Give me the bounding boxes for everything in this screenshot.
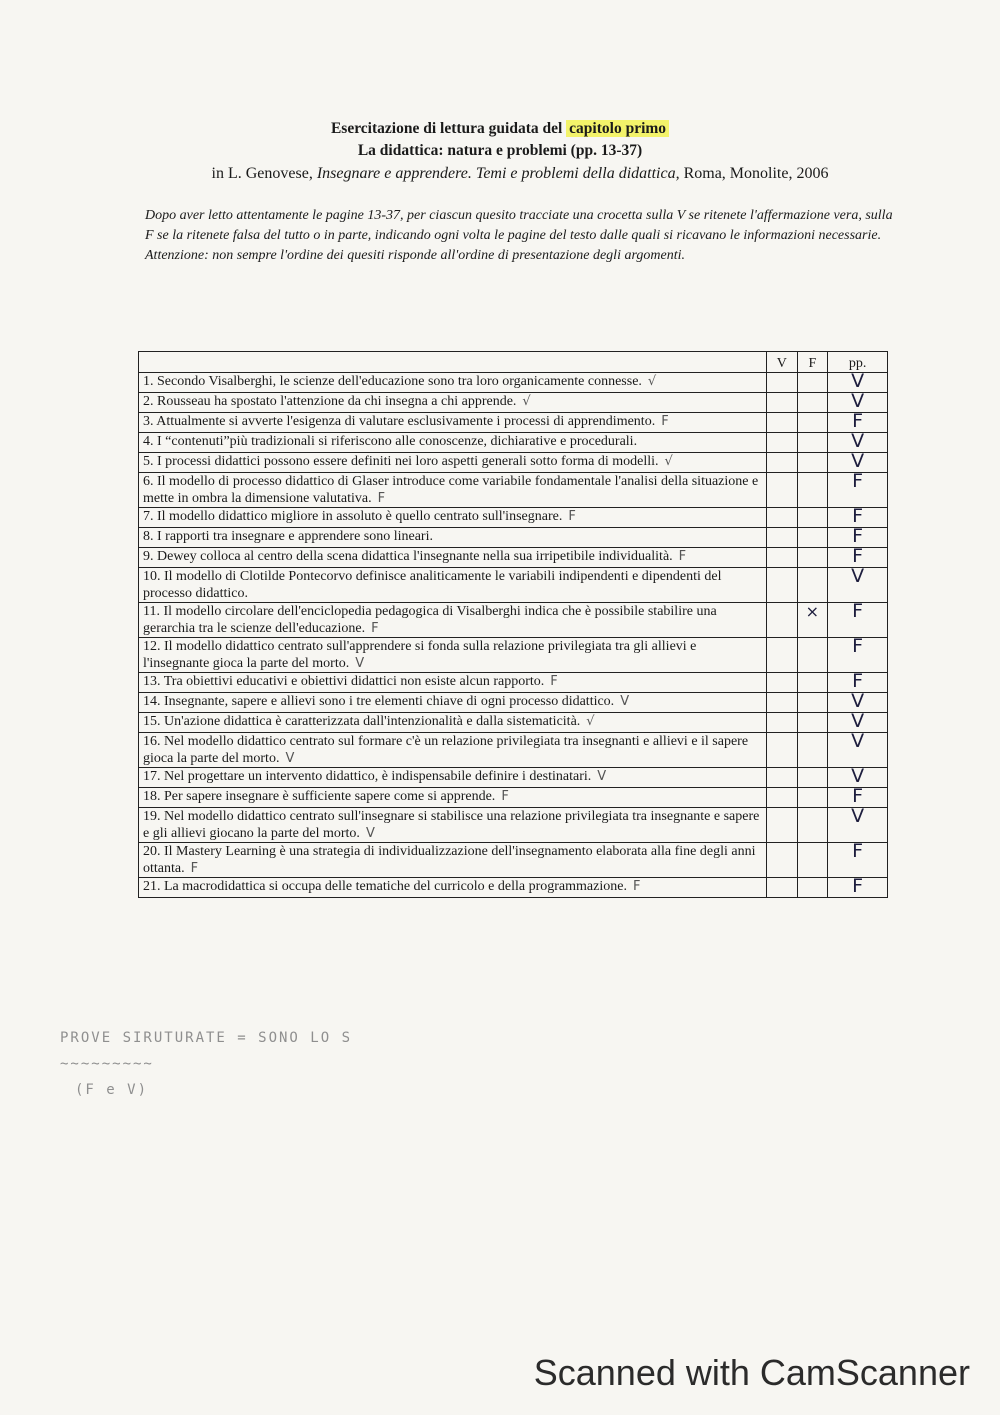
v-checkbox-cell[interactable] bbox=[767, 473, 797, 508]
pages-cell[interactable] bbox=[828, 875, 888, 898]
question-text: 11. Il modello circolare dell'enciclopedia pedagogica di Visalberghi indica che è possibile stabilire una gerarchia tra le scienze dell'educazione. bbox=[143, 604, 717, 636]
pen-annotation: V bbox=[285, 751, 295, 766]
citation-author: in L. Genovese, bbox=[211, 165, 313, 182]
table-row bbox=[139, 568, 888, 603]
f-checkbox-cell[interactable] bbox=[797, 453, 828, 473]
pen-annotation: F bbox=[568, 509, 576, 524]
f-checkbox-cell[interactable] bbox=[797, 788, 828, 808]
question-cell bbox=[139, 473, 767, 508]
title-line-1 bbox=[0, 118, 1000, 140]
handwritten-answer: V bbox=[851, 765, 865, 787]
v-checkbox-cell[interactable] bbox=[767, 393, 797, 413]
pen-annotation: √ bbox=[522, 394, 531, 409]
f-checkbox-cell[interactable] bbox=[797, 603, 828, 638]
f-checkbox-cell[interactable] bbox=[797, 768, 828, 788]
question-cell bbox=[139, 733, 767, 768]
question-cell bbox=[139, 603, 767, 638]
v-checkbox-cell[interactable] bbox=[767, 508, 797, 528]
question-text: 12. Il modello didattico centrato sull'apprendere si fonda sulla relazione privilegiata tra gli allievi e l'insegnante gioca la parte del morto. bbox=[143, 639, 697, 671]
f-checkbox-cell[interactable] bbox=[797, 808, 828, 843]
pen-annotation: F bbox=[190, 861, 199, 876]
question-text: 15. Un'azione didattica è caratterizzata dall'intenzionalità e dalla sistematicità. bbox=[143, 714, 581, 729]
table-row bbox=[139, 788, 888, 808]
f-checkbox-cell[interactable] bbox=[797, 713, 828, 733]
pencil-note-2: ~~~~~~~~~ bbox=[60, 1056, 154, 1072]
handwritten-answer: F bbox=[852, 545, 864, 567]
question-cell bbox=[139, 713, 767, 733]
table-row bbox=[139, 878, 888, 898]
question-text: 3. Attualmente si avverte l'esigenza di valutare esclusivamente i processi di apprendimento. bbox=[143, 414, 656, 429]
table-row bbox=[139, 413, 888, 433]
instructions: Dopo aver letto attentamente le pagine 13-37, per ciascun quesito tracciate una crocetta sulla V se ritenete l'affermazione vera, sulla F se la ritenete falsa del tutto o in parte, indicando ogni volta le pagine del testo dalle quali si ricavano le informazioni necessarie. Attenzione: non sempre l'ordine dei quesiti risponde all'ordine di presentazione degli argomenti. bbox=[145, 208, 893, 263]
header-pp: pp. bbox=[828, 352, 888, 373]
question-text: 1. Secondo Visalberghi, le scienze dell'educazione sono tra loro organicamente connesse. bbox=[143, 374, 642, 389]
table-row bbox=[139, 843, 888, 878]
v-checkbox-cell[interactable] bbox=[767, 713, 797, 733]
pages-cell[interactable] bbox=[828, 470, 888, 508]
handwritten-answer: F bbox=[852, 670, 864, 692]
pages-cell[interactable] bbox=[828, 635, 888, 673]
handwritten-answer: F bbox=[852, 470, 864, 492]
question-cell bbox=[139, 843, 767, 878]
pen-annotation: F bbox=[550, 674, 558, 689]
pen-annotation: V bbox=[620, 694, 630, 709]
v-checkbox-cell[interactable] bbox=[767, 673, 797, 693]
pen-annotation: F bbox=[371, 621, 379, 636]
question-cell bbox=[139, 568, 767, 603]
question-text: 2. Rousseau ha spostato l'attenzione da chi insegna a chi apprende. bbox=[143, 394, 517, 409]
f-checkbox-cell[interactable] bbox=[797, 433, 828, 453]
table-row bbox=[139, 473, 888, 508]
question-text: 21. La macrodidattica si occupa delle tematiche del curricolo e della programmazione. bbox=[143, 879, 627, 894]
table-row bbox=[139, 603, 888, 638]
f-mark: × bbox=[805, 602, 820, 621]
v-checkbox-cell[interactable] bbox=[767, 568, 797, 603]
f-checkbox-cell[interactable] bbox=[797, 843, 828, 878]
v-checkbox-cell[interactable] bbox=[767, 638, 797, 673]
table-row bbox=[139, 393, 888, 413]
f-checkbox-cell[interactable] bbox=[797, 528, 828, 548]
quiz-body bbox=[139, 370, 888, 898]
f-checkbox-cell[interactable] bbox=[797, 548, 828, 568]
f-checkbox-cell[interactable] bbox=[797, 878, 828, 898]
question-cell bbox=[139, 433, 767, 453]
table-row bbox=[139, 508, 888, 528]
question-cell bbox=[139, 413, 767, 433]
question-cell bbox=[139, 453, 767, 473]
v-checkbox-cell[interactable] bbox=[767, 768, 797, 788]
handwritten-answer: F bbox=[852, 785, 864, 807]
f-checkbox-cell[interactable] bbox=[797, 393, 828, 413]
v-checkbox-cell[interactable] bbox=[767, 433, 797, 453]
v-checkbox-cell[interactable] bbox=[767, 788, 797, 808]
table-row bbox=[139, 433, 888, 453]
handwritten-answer: F bbox=[852, 410, 864, 432]
question-text: 10. Il modello di Clotilde Pontecorvo definisce analiticamente le variabili indipendenti e dipendenti del processo didattico. bbox=[143, 569, 722, 601]
handwritten-answer: V bbox=[851, 450, 865, 472]
handwritten-answer: V bbox=[851, 430, 865, 452]
pen-annotation: F bbox=[632, 879, 641, 894]
citation-publisher: Roma, Monolite, 2006 bbox=[679, 165, 829, 182]
pen-annotation: F bbox=[377, 491, 386, 506]
question-text: 7. Il modello didattico migliore in assoluto è quello centrato sull'insegnare. bbox=[143, 509, 563, 524]
question-text: 16. Nel modello didattico centrato sul formare c'è un relazione privilegiata tra insegnanti e allievi e il sapere gioca la parte del morto. bbox=[143, 734, 749, 766]
camscanner-watermark: Scanned with CamScanner bbox=[533, 1352, 970, 1393]
pencil-note-1: PROVE SIRUTURATE = SONO LO S bbox=[60, 1030, 353, 1046]
v-checkbox-cell[interactable] bbox=[767, 528, 797, 548]
title-highlight: capitolo primo bbox=[566, 120, 669, 137]
header-question bbox=[139, 352, 767, 373]
table-row bbox=[139, 733, 888, 768]
question-cell bbox=[139, 528, 767, 548]
pages-cell[interactable] bbox=[828, 840, 888, 878]
f-checkbox-cell[interactable] bbox=[797, 373, 828, 393]
handwritten-answer: V bbox=[851, 565, 865, 587]
f-checkbox-cell[interactable] bbox=[797, 673, 828, 693]
pen-annotation: V bbox=[355, 656, 365, 671]
handwritten-answer: V bbox=[851, 805, 865, 827]
table-header-row bbox=[139, 352, 888, 373]
table-row bbox=[139, 528, 888, 548]
handwritten-answer: V bbox=[851, 710, 865, 732]
handwritten-answer: F bbox=[852, 505, 864, 527]
title-prefix: Esercitazione di lettura guidata del bbox=[330, 120, 563, 137]
pen-annotation: √ bbox=[647, 374, 657, 389]
question-text: 18. Per sapere insegnare è sufficiente sapere come si apprende. bbox=[143, 789, 496, 804]
citation-book-title: Insegnare e apprendere. bbox=[316, 165, 472, 182]
pages-cell[interactable] bbox=[828, 600, 888, 638]
v-checkbox-cell[interactable] bbox=[767, 733, 797, 768]
question-text: 13. Tra obiettivi educativi e obiettivi didattici non esiste alcun rapporto. bbox=[143, 674, 545, 689]
question-text: 5. I processi didattici possono essere definiti nei loro aspetti generali sotto forma di modelli. bbox=[143, 454, 659, 469]
v-checkbox-cell[interactable] bbox=[767, 603, 797, 638]
pages-cell[interactable] bbox=[828, 565, 888, 603]
question-text: 4. I “contenuti”più tradizionali si riferiscono alle conoscenze, dichiarative e procedurali. bbox=[143, 434, 638, 449]
pen-annotation: V bbox=[365, 826, 375, 841]
v-checkbox-cell[interactable] bbox=[767, 693, 797, 713]
quiz-table bbox=[138, 351, 888, 898]
question-cell bbox=[139, 638, 767, 673]
handwritten-answer: F bbox=[852, 635, 864, 657]
question-text: 14. Insegnante, sapere e allievi sono i tre elementi chiave di ogni processo didattico. bbox=[143, 694, 615, 709]
handwritten-answer: V bbox=[851, 690, 865, 712]
pencil-note-3: (F e V) bbox=[75, 1082, 149, 1098]
question-cell bbox=[139, 673, 767, 693]
v-checkbox-cell[interactable] bbox=[767, 373, 797, 393]
question-cell bbox=[139, 788, 767, 808]
pen-annotation: F bbox=[678, 549, 687, 564]
handwritten-answer: F bbox=[852, 875, 864, 897]
pen-annotation: F bbox=[501, 789, 509, 804]
question-text: 19. Nel modello didattico centrato sull'insegnare si stabilisce una relazione privilegiata tra insegnante e sapere e gli allievi giocano la parte del morto. bbox=[143, 809, 760, 841]
table-row bbox=[139, 638, 888, 673]
v-checkbox-cell[interactable] bbox=[767, 413, 797, 433]
question-text: 17. Nel progettare un intervento didattico, è indispensabile definire i destinatari. bbox=[143, 769, 592, 784]
citation-subtitle: Temi e problemi della didattica, bbox=[475, 165, 680, 182]
f-checkbox-cell[interactable] bbox=[797, 638, 828, 673]
question-cell bbox=[139, 373, 767, 393]
f-checkbox-cell[interactable] bbox=[797, 733, 828, 768]
pages-cell[interactable] bbox=[828, 805, 888, 843]
v-checkbox-cell[interactable] bbox=[767, 548, 797, 568]
subtitle: La didattica: natura e problemi (pp. 13-37) bbox=[357, 142, 643, 159]
handwritten-answer: V bbox=[851, 730, 865, 752]
handwritten-answer: F bbox=[852, 840, 864, 862]
f-checkbox-cell[interactable] bbox=[797, 413, 828, 433]
question-cell bbox=[139, 808, 767, 843]
header-f: F bbox=[797, 352, 828, 373]
v-checkbox-cell[interactable] bbox=[767, 808, 797, 843]
question-cell bbox=[139, 768, 767, 788]
question-text: 9. Dewey colloca al centro della scena didattica l'insegnante nella sua irripetibile individualità. bbox=[143, 549, 673, 564]
question-text: 8. I rapporti tra insegnare e apprendere sono lineari. bbox=[143, 529, 433, 544]
header-v: V bbox=[767, 352, 797, 373]
table-row bbox=[139, 373, 888, 393]
f-checkbox-cell[interactable] bbox=[797, 568, 828, 603]
title-block bbox=[0, 118, 1000, 186]
question-cell bbox=[139, 693, 767, 713]
handwritten-answer: F bbox=[852, 600, 864, 622]
f-checkbox-cell[interactable] bbox=[797, 508, 828, 528]
table-row bbox=[139, 768, 888, 788]
handwritten-answer: F bbox=[852, 525, 864, 547]
pages-cell[interactable] bbox=[828, 730, 888, 768]
table-row bbox=[139, 808, 888, 843]
table-row bbox=[139, 713, 888, 733]
handwritten-answer: V bbox=[851, 370, 865, 392]
pen-annotation: V bbox=[597, 769, 607, 784]
f-checkbox-cell[interactable] bbox=[797, 693, 828, 713]
question-cell bbox=[139, 508, 767, 528]
v-checkbox-cell[interactable] bbox=[767, 453, 797, 473]
table-row bbox=[139, 673, 888, 693]
f-checkbox-cell[interactable] bbox=[797, 473, 828, 508]
table-row bbox=[139, 453, 888, 473]
question-cell bbox=[139, 548, 767, 568]
question-text: 6. Il modello di processo didattico di Glaser introduce come variabile fondamentale l'analisi della situazione e mette in ombra la dimensione valutativa. bbox=[143, 474, 759, 506]
v-checkbox-cell[interactable] bbox=[767, 843, 797, 878]
v-checkbox-cell[interactable] bbox=[767, 878, 797, 898]
table-row bbox=[139, 548, 888, 568]
question-cell bbox=[139, 393, 767, 413]
pen-annotation: √ bbox=[664, 454, 673, 469]
handwritten-answer: V bbox=[851, 390, 865, 412]
citation bbox=[40, 162, 1000, 186]
pen-annotation: F bbox=[661, 414, 669, 429]
pen-annotation: √ bbox=[586, 714, 595, 729]
table-row bbox=[139, 693, 888, 713]
question-cell bbox=[139, 878, 767, 898]
question-text: 20. Il Mastery Learning è una strategia di individualizzazione dell'insegnamento elaborata alla fine degli anni ottanta. bbox=[143, 844, 756, 876]
